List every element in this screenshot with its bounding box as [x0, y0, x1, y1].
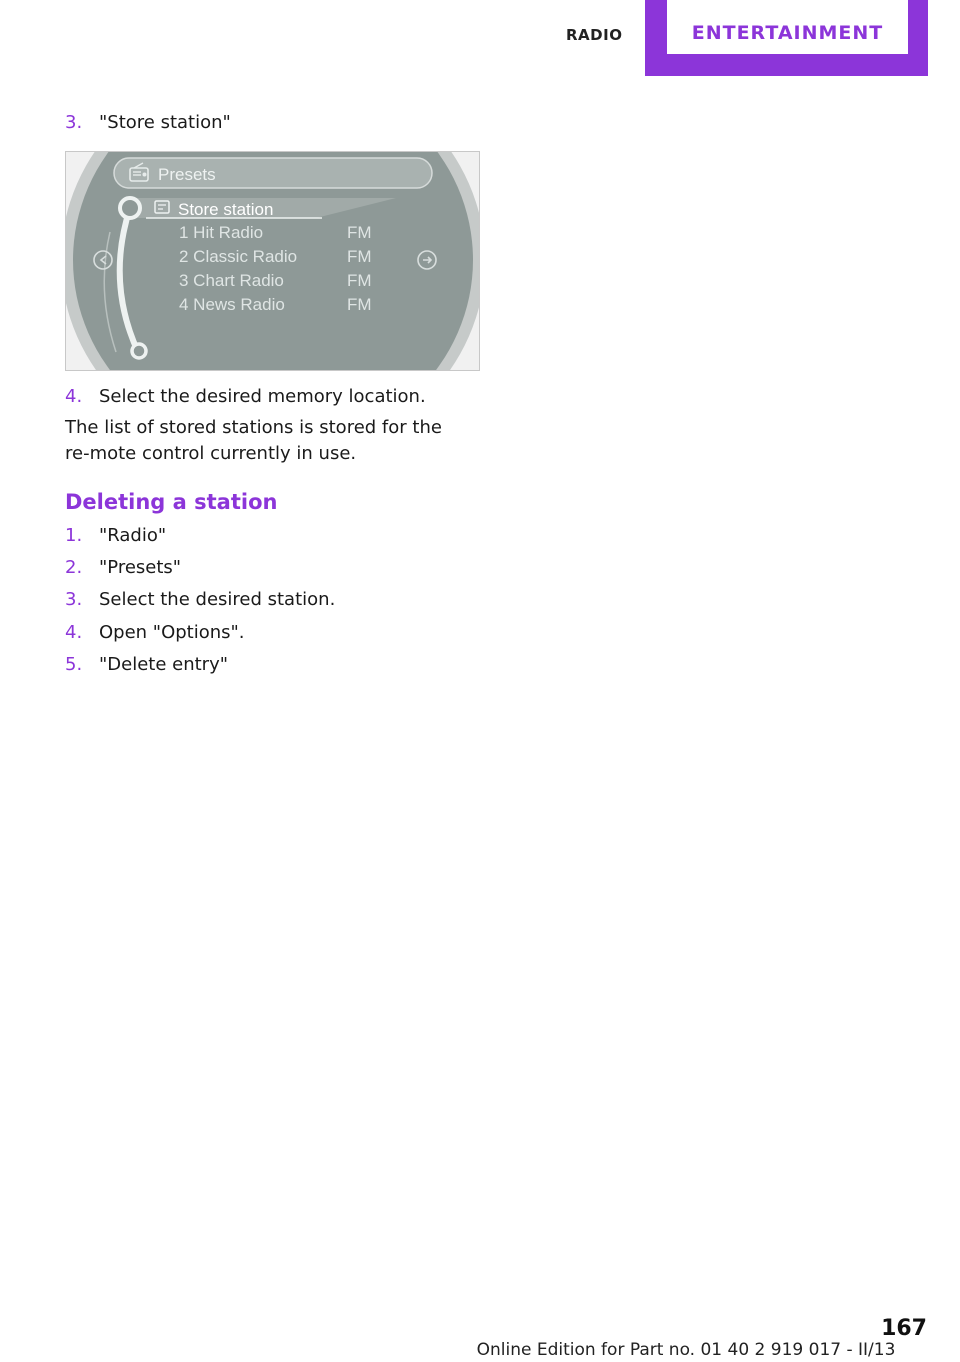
step-text: Select the desired station. — [99, 589, 336, 610]
step-number: 2. — [65, 557, 83, 578]
step-number: 4. — [65, 622, 83, 643]
delete-step — [65, 589, 335, 611]
screen-svg — [66, 152, 480, 371]
selected-item-label: Store station — [178, 200, 274, 219]
delete-step — [65, 654, 228, 676]
header-chapter-label: ENTERTAINMENT — [691, 22, 884, 44]
header-chapter-tab-inner — [667, 0, 908, 54]
step-number: 5. — [65, 654, 83, 675]
header-chapter-tab — [645, 0, 928, 76]
step-text: "Delete entry" — [99, 654, 229, 675]
delete-step — [65, 525, 166, 547]
delete-step — [65, 622, 245, 644]
step-select-memory — [65, 386, 426, 408]
step-text: "Radio" — [99, 525, 167, 546]
note-paragraph: The list of stored stations is stored for the re‐mote control currently in use. — [65, 417, 442, 464]
step-text: Open "Options". — [99, 622, 245, 643]
scroll-end-marker — [132, 344, 146, 358]
step-number: 3. — [65, 112, 83, 133]
station-band: FM — [347, 223, 372, 242]
section-title: Deleting a station — [65, 490, 278, 514]
header-section-label: RADIO — [566, 26, 623, 44]
station-name: 3 Chart Radio — [179, 271, 284, 290]
delete-step — [65, 557, 181, 579]
step-number: 3. — [65, 589, 83, 610]
menu-title: Presets — [158, 165, 216, 184]
step-number: 1. — [65, 525, 83, 546]
step-text: Select the desired memory location. — [99, 386, 426, 407]
step-text: "Store station" — [99, 112, 231, 133]
station-band: FM — [347, 271, 372, 290]
station-name: 4 News Radio — [179, 295, 285, 314]
step-store-station — [65, 112, 231, 134]
page-number: 167 — [881, 1316, 927, 1341]
station-band: FM — [347, 247, 372, 266]
station-name: 2 Classic Radio — [179, 247, 298, 266]
station-name: 1 Hit Radio — [179, 223, 264, 242]
step-number: 4. — [65, 386, 83, 407]
scroll-position-marker — [120, 198, 140, 218]
step-text: "Presets" — [99, 557, 182, 578]
idrive-screen-illustration — [65, 151, 480, 371]
station-band: FM — [347, 295, 372, 314]
footer-edition: Online Edition for Part no. 01 40 2 919 017 - II/13 — [476, 1340, 896, 1360]
